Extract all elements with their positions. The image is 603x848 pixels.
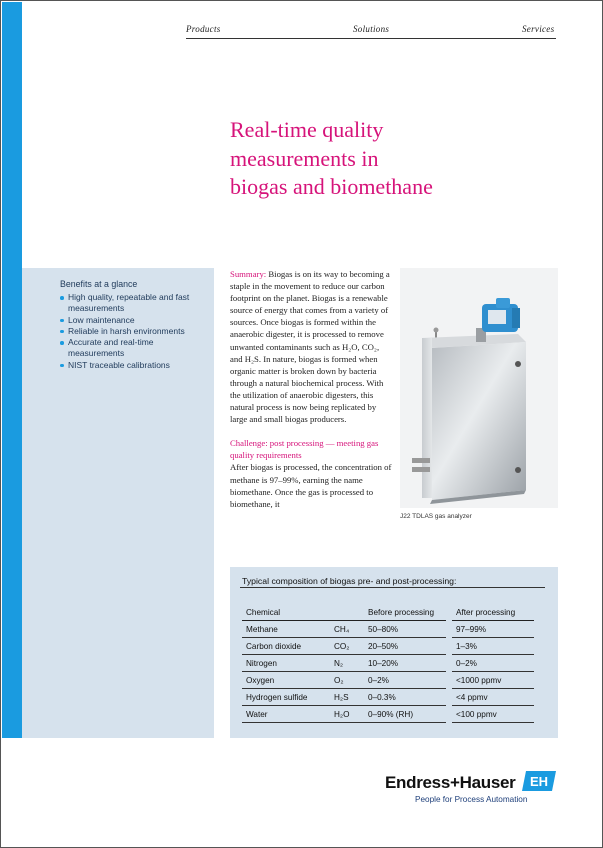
table-cell: 97–99% xyxy=(452,621,534,638)
table-row xyxy=(242,706,534,723)
benefit-item: NIST traceable calibrations xyxy=(60,360,210,371)
table-row xyxy=(242,638,534,655)
col-header: After processing xyxy=(452,604,534,621)
challenge-heading: Challenge: post processing — meeting gas quality requirements xyxy=(230,438,379,461)
gas-analyzer-image xyxy=(400,268,558,508)
challenge-text: After biogas is processed, the concentration of methane is 97–99%, earning the name biomethane. Once the gas is processed to biomethane, it xyxy=(230,462,392,509)
table-cell: 1–3% xyxy=(452,638,534,655)
table-cell: <4 ppmv xyxy=(452,689,534,706)
benefits-heading: Benefits at a glance xyxy=(60,279,138,289)
table-cell: <100 ppmv xyxy=(452,706,534,723)
benefit-item: Accurate and real-time measurements xyxy=(60,337,210,360)
table-cell: Nitrogen xyxy=(242,655,330,672)
bullet-icon xyxy=(60,296,64,300)
benefit-item: Reliable in harsh environments xyxy=(60,326,210,337)
accent-bar xyxy=(2,2,22,738)
table-cell: Methane xyxy=(242,621,330,638)
eh-logo-text: EH xyxy=(529,774,549,789)
table-cell: <1000 ppmv xyxy=(452,672,534,689)
table-cell: 0–2% xyxy=(452,655,534,672)
table-row xyxy=(242,689,534,706)
benefit-item: High quality, repeatable and fast measurements xyxy=(60,292,210,315)
col-header: Chemical xyxy=(242,604,330,621)
analyzer-photo xyxy=(400,268,558,508)
photo-caption: J22 TDLAS gas analyzer xyxy=(400,513,472,520)
nav-divider xyxy=(186,38,556,39)
bullet-icon xyxy=(60,341,64,345)
benefit-item: Low maintenance xyxy=(60,315,210,326)
nav-solutions[interactable]: Solutions xyxy=(353,24,390,34)
table-cell: 20–50% xyxy=(364,638,446,655)
composition-title: Typical composition of biogas pre- and post-processing: xyxy=(242,576,457,586)
table-cell: 0–2% xyxy=(364,672,446,689)
table-cell: Oxygen xyxy=(242,672,330,689)
brand-tagline: People for Process Automation xyxy=(415,795,528,804)
table-cell: Water xyxy=(242,706,330,723)
nav-services[interactable]: Services xyxy=(522,24,555,34)
table-cell: 0–90% (RH) xyxy=(364,706,446,723)
table-cell: Hydrogen sulfide xyxy=(242,689,330,706)
title-line-2: measurements in xyxy=(230,145,379,171)
title-line-3: biogas and biomethane xyxy=(230,174,433,199)
nav-products[interactable]: Products xyxy=(186,24,221,34)
composition-title-rule xyxy=(240,587,545,588)
summary-label: Summary: xyxy=(230,269,267,279)
bullet-icon xyxy=(60,330,64,334)
table-header-row xyxy=(242,604,534,621)
title-line-1: Real-time quality xyxy=(230,117,384,142)
eh-logo-icon xyxy=(522,771,556,791)
article-body xyxy=(230,268,392,510)
summary-text: Biogas is on its way to becoming a staple in the movement to reduce our carbon footprint on the planet. Biogas is a renewable source of energy that comes from a variety of sources. Once biogas is formed within the anaerobic digester, it is processed to remove unwanted contaminants such as H₂O, CO₂, and H₂S. In nature, biogas is formed when organic matter is broken down by bacteria through a natural biochemical process. With the utilization of anaerobic digesters, this natural process is now being replicated by large and small biogas producers. xyxy=(230,269,390,425)
brand-name: Endress+Hauser xyxy=(385,773,516,792)
table-cell: Carbon dioxide xyxy=(242,638,330,655)
bullet-icon xyxy=(60,319,64,323)
benefits-list xyxy=(60,279,210,371)
bullet-icon xyxy=(60,364,64,368)
table-cell: H₂O xyxy=(330,706,364,723)
page-title xyxy=(230,116,560,202)
table-cell: CH₄ xyxy=(330,621,364,638)
brand-logo xyxy=(385,771,560,807)
table-cell: H₂S xyxy=(330,689,364,706)
table-row xyxy=(242,672,534,689)
top-nav xyxy=(186,24,556,38)
table-cell: CO₂ xyxy=(330,638,364,655)
table-cell: 0–0.3% xyxy=(364,689,446,706)
table-row xyxy=(242,621,534,638)
table-cell: 50–80% xyxy=(364,621,446,638)
composition-table xyxy=(242,604,534,723)
summary-paragraph xyxy=(230,268,392,425)
col-header: Before processing xyxy=(364,604,446,621)
table-row xyxy=(242,655,534,672)
table-cell: N₂ xyxy=(330,655,364,672)
table-cell: O₂ xyxy=(330,672,364,689)
table-cell: 10–20% xyxy=(364,655,446,672)
col-header xyxy=(330,604,364,621)
